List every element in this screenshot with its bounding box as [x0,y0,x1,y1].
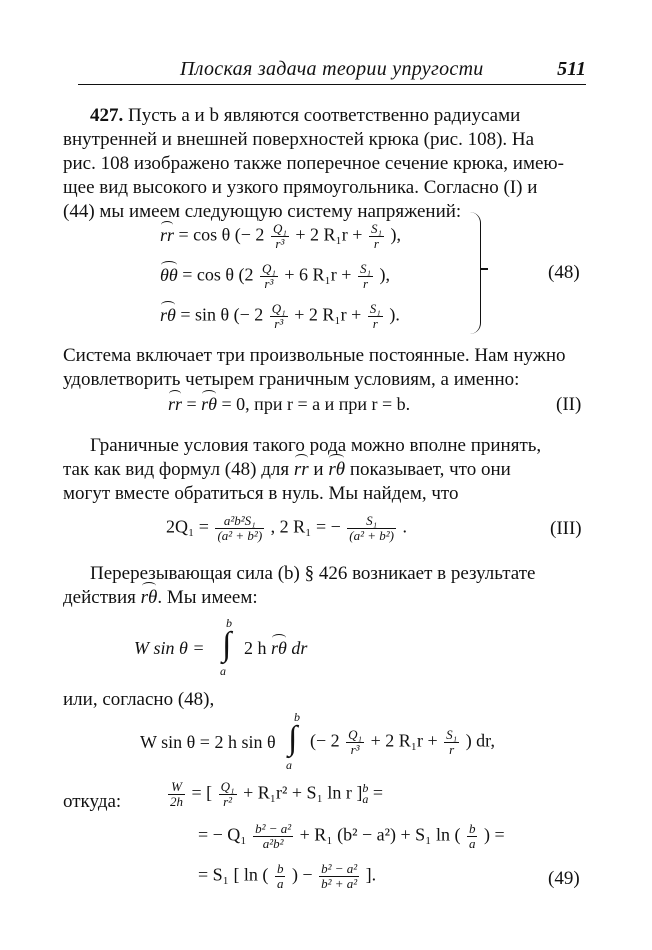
lower-limit: a [286,758,292,772]
fraction: $\frac{\text{Q₁}}{\text{r³}}$ [348,727,363,757]
eq-III: 2Q₁ = $\frac{\text{a²b²S₁}}{\text{(a² + b²)}}$ , 2 R₁ = − $\frac{\text{S₁}}{\text{(a² + b²)}}$ . [166,513,407,543]
eq49-row1: $\frac{W}{2h}$ = [ $\frac{\text{Q₁}}{\text{r²}}$ + R₁r² + S₁ ln r ]$_a^b$ = [170,779,383,809]
upper-limit: b [226,616,232,630]
fraction: $\frac{\text{b² − a²}}{\text{b² + a²}}$ [321,861,358,891]
eq49-row2: = − Q₁ $\frac{\text{b² − a²}}{\text{a²b²}}$ + R₁ (b² − a²) + S₁ ln ( $\frac{b}{a}$ ) = [198,821,505,851]
para1-line3: рис. 108 изображено также поперечное сечение крюка, имею- [63,153,564,174]
fraction: $\frac{b}{a}$ [468,821,476,851]
fraction: $\frac{\text{S₁}}{r}$ [446,727,458,757]
para1-line1 [90,104,520,128]
otkuda-label: откуда: [63,791,122,812]
eq48-row1: rr = cos θ (− 2 $\frac{\text{Q₁}}{\text{r³}}$ + 2 R₁r + $\frac{\text{S₁}}{r}$ ), [160,221,401,251]
integral-eq-2: W sin θ = 2 h sin θ [140,732,276,752]
eq48-row2: θθ = cos θ (2 $\frac{\text{Q₁}}{\text{r³}}$ + 6 R₁r + $\frac{\text{S₁}}{r}$ ), [160,261,390,291]
para2-line1: Система включает три произвольные постоянные. Нам нужно [63,345,566,366]
fraction: $\frac{\text{b² − a²}}{\text{a²b²}}$ [255,821,292,851]
equation-tag-48: (48) [548,262,580,283]
fraction: $\frac{\text{Q₁}}{\text{r³}}$ [272,221,287,251]
integral-sign: ∫ [222,626,232,663]
para3-line2: так как вид формул (48) для rr и rθ показывает, что они [63,459,511,480]
system-brace [470,212,481,334]
para1-text-line1: Пусть a и b являются соответственно радиусами [128,105,521,126]
para1-line2: внутренней и внешней поверхностей крюка (рис. 108). На [63,129,535,150]
eq49-row3: = S₁ [ ln ( $\frac{b}{a}$ ) − $\frac{\text{b² − a²}}{\text{b² + a²}}$ ]. [198,861,377,891]
integral-sign: ∫ [288,720,298,757]
equation-tag-II: (II) [556,394,582,415]
para4-line1: Перерезывающая сила (b) § 426 возникает в результате [90,563,536,584]
para3-line3: могут вместе обратиться в нуль. Мы найдем, что [63,483,459,504]
fraction: $\frac{\text{Q₁}}{\text{r³}}$ [261,261,276,291]
fraction: $\frac{\text{Q₁}}{\text{r³}}$ [271,301,286,331]
page-number: 511 [557,58,586,80]
para2-line2: удовлетворить четырем граничным условиям, а именно: [63,369,520,390]
running-header [78,54,586,85]
fraction: $\frac{\text{a²b²S₁}}{\text{(a² + b²)}}$ [217,513,263,543]
eq-II: rr = rθ = 0, при r = a и при r = b. [168,394,411,414]
fraction: $\frac{W}{2h}$ [170,779,183,809]
integrand-1: 2 h rθ dr [244,638,308,658]
problem-number: 427. [90,105,124,126]
equation-tag-III: (III) [550,518,582,539]
fraction: $\frac{\text{S₁}}{r}$ [370,221,382,251]
running-title: Плоская задача теории упругости [180,58,484,80]
stress-thetatheta: θθ [160,264,178,285]
stress-rr: rr [160,224,175,245]
fraction: $\frac{\text{S₁}}{r}$ [359,261,371,291]
fraction: $\frac{b}{a}$ [276,861,284,891]
para5-line1: или, согласно (48), [63,689,215,710]
integrand-2: (− 2 $\frac{\text{Q₁}}{\text{r³}}$ + 2 R₁r + $\frac{\text{S₁}}{r}$ ) dr, [310,727,495,757]
eq48-row3: rθ = sin θ (− 2 $\frac{\text{Q₁}}{\text{r³}}$ + 2 R₁r + $\frac{\text{S₁}}{r}$ ). [160,301,400,331]
para3-line1: Граничные условия такого рода можно вполне принять, [90,435,542,456]
stress-rtheta: rθ [160,304,176,325]
fraction: $\frac{\text{Q₁}}{\text{r²}}$ [220,779,235,809]
fraction: $\frac{\text{S₁}}{\text{(a² + b²)}}$ [349,513,394,543]
integral-eq-1: W sin θ = [134,638,205,658]
fraction: $\frac{\text{S₁}}{r}$ [369,301,381,331]
lower-limit: a [220,664,226,678]
para1-line4: щее вид высокого и узкого прямоугольника. Согласно (I) и [63,177,538,198]
upper-limit: b [294,710,300,724]
equation-tag-49: (49) [548,868,580,889]
para4-line2: действия rθ. Мы имеем: [63,587,258,608]
para1-line5: (44) мы имеем следующую систему напряжений: [63,201,462,222]
